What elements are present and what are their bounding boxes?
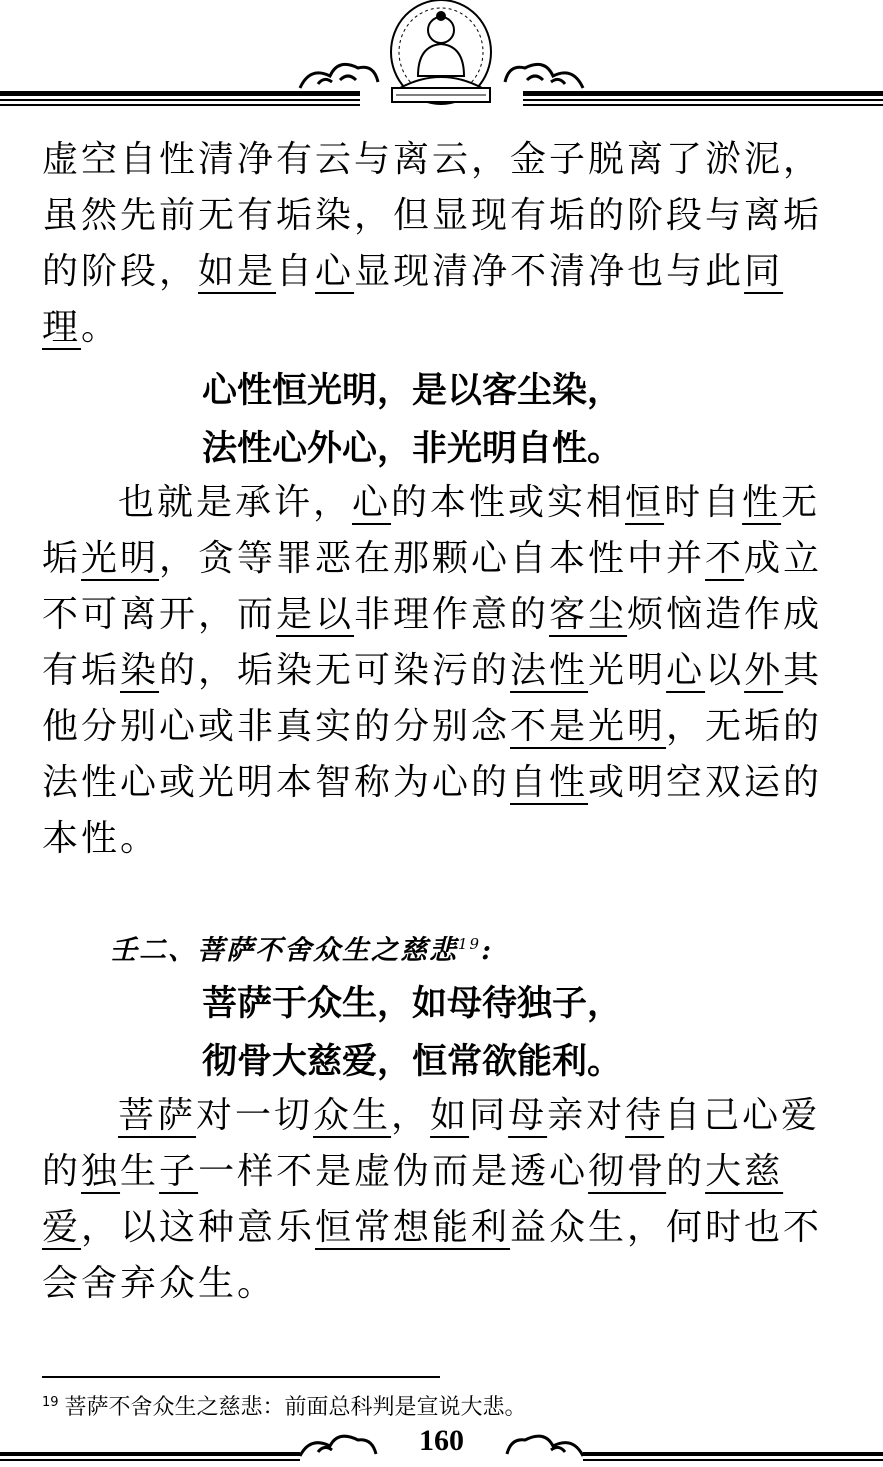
text-span: 光明	[588, 650, 667, 691]
page-number: 160	[419, 1424, 464, 1457]
underlined-term: 独	[81, 1151, 121, 1192]
text-span: 同	[469, 1095, 509, 1136]
footnote	[42, 1390, 527, 1421]
paragraph-2	[42, 475, 832, 867]
footnote-divider	[42, 1376, 440, 1378]
verse-line: 心性恒光明，是以客尘染，	[202, 371, 623, 411]
text-span: 虽然先前无有垢染，但显现有垢的阶段与离垢	[42, 195, 823, 236]
underlined-term: 菩萨	[118, 1095, 197, 1136]
text-span: 或明空双运的本性。	[42, 762, 823, 859]
page-header-ornament	[0, 0, 883, 112]
section-heading	[110, 928, 493, 967]
underlined-term: 外	[744, 650, 784, 691]
underlined-term: 同理	[42, 251, 784, 348]
underlined-term: 恒常想能利	[315, 1207, 511, 1248]
underlined-term: 待	[625, 1095, 665, 1136]
footnote-text: 菩萨不舍众生之慈悲：前面总科判是宣说大悲。	[64, 1395, 527, 1420]
text-span: 烦恼造作成有垢	[42, 594, 823, 691]
text-span: 时自	[664, 482, 743, 523]
underlined-term: 是以	[276, 594, 355, 635]
underlined-term: 恒	[625, 482, 665, 523]
text-span: ，以这种意乐	[81, 1207, 316, 1248]
paragraph-3	[42, 1088, 832, 1312]
text-span: 以	[705, 650, 745, 691]
text-span: 一样不是虚伪而是透心	[198, 1151, 589, 1192]
underlined-term: 法性	[510, 650, 589, 691]
verse-line: 法性心外心，非光明自性。	[202, 429, 623, 469]
paragraph-1	[42, 132, 832, 356]
underlined-term: 大慈爱	[42, 1151, 784, 1248]
text-span: 的本性或实相	[391, 482, 626, 523]
underlined-term: 如是	[198, 251, 277, 292]
text-span: ，贪等罪恶在那颗心自本性中并	[159, 538, 706, 579]
text-span: 自	[276, 251, 316, 292]
text-span: 的阶段，	[42, 251, 199, 292]
underlined-term: 自性	[510, 762, 589, 803]
underlined-term: 客尘	[549, 594, 628, 635]
verse-line: 彻骨大慈爱，恒常欲能利。	[202, 1042, 623, 1082]
text-span: 无垢	[42, 482, 821, 579]
text-span: 自己心爱的	[42, 1095, 821, 1192]
text-span: 其他分别心或非真实的分别念	[42, 650, 823, 747]
text-span: 益众生，何时也不会舍弃众生。	[42, 1207, 823, 1304]
text-span: 也就是承许，	[118, 482, 353, 523]
underlined-term: 性	[742, 482, 782, 523]
underlined-term: 心	[315, 251, 355, 292]
underlined-term: 心	[352, 482, 392, 523]
text-span: 亲对	[547, 1095, 626, 1136]
underlined-term: 子	[159, 1151, 199, 1192]
underlined-term: 光明	[81, 538, 160, 579]
verse-1	[202, 362, 842, 478]
footnote-ref[interactable]: 19	[458, 935, 482, 953]
underlined-term: 如	[430, 1095, 470, 1136]
cloud-scroll-icon-right	[505, 64, 583, 88]
text-span: 成立不可离开，而	[42, 538, 823, 635]
text-span: 。	[81, 307, 121, 348]
text-span: 的	[666, 1151, 706, 1192]
underlined-term: 彻骨	[588, 1151, 667, 1192]
cloud-scroll-icon-left	[300, 64, 378, 88]
underlined-term: 不是光明	[510, 706, 667, 747]
text-span: 显现清净不清净也与此	[354, 251, 745, 292]
header-rule-right	[523, 91, 883, 106]
underlined-term: 众生	[313, 1095, 392, 1136]
section-heading-colon: :	[481, 935, 494, 966]
text-span: ，无垢的法性心或光明本智称为心的	[42, 706, 823, 803]
underlined-term: 染	[120, 650, 160, 691]
verse-2	[202, 975, 842, 1091]
header-rule-left	[0, 91, 360, 106]
underlined-term: 母	[508, 1095, 548, 1136]
verse-line: 菩萨于众生，如母待独子，	[202, 984, 623, 1024]
text-span: 生	[120, 1151, 160, 1192]
text-span: 对一切	[196, 1095, 314, 1136]
text-span: 的，垢染无可染污的	[159, 650, 511, 691]
section-heading-text: 壬二、菩萨不舍众生之慈悲	[110, 935, 458, 966]
underlined-term: 心	[666, 650, 706, 691]
underlined-term: 不	[705, 538, 745, 579]
footnote-number: 19	[42, 1394, 59, 1410]
text-span: ，	[391, 1095, 431, 1136]
text-span: 虚空自性清净有云与离云，金子脱离了淤泥，	[42, 139, 823, 180]
buddha-figure-icon	[391, 0, 491, 104]
text-span: 非理作意的	[354, 594, 550, 635]
